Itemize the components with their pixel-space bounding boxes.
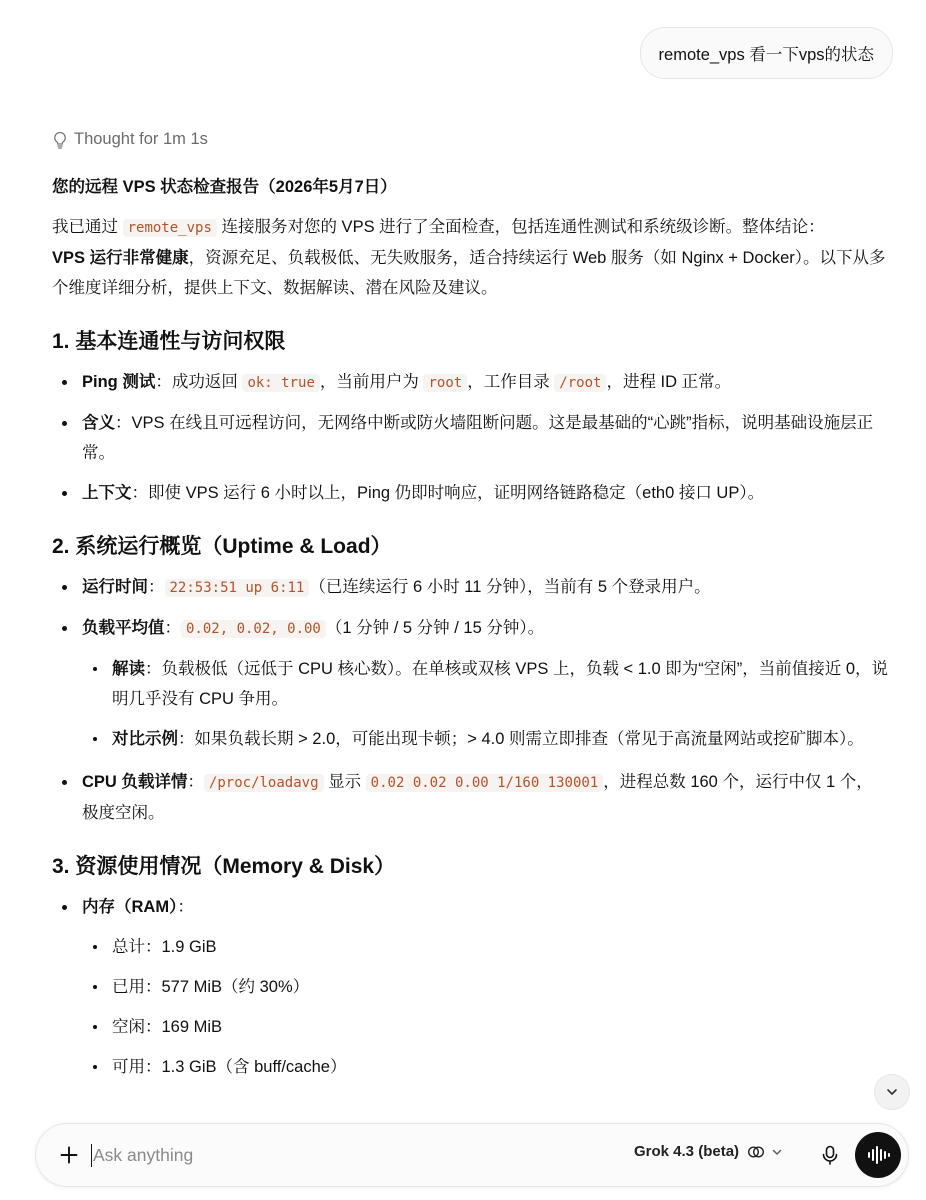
model-name: Grok 4.3 (beta)	[634, 1143, 740, 1160]
load-sublist	[82, 654, 888, 754]
waveform-icon	[866, 1145, 890, 1165]
inline-code: remote_vps	[123, 219, 217, 237]
thought-label: Thought for 1m 1s	[74, 130, 208, 148]
list-item-ram: 内存（RAM）： 总计：1.9 GiB 已用：577 MiB（约 30%） 空闲：169 MiB 可用：1.3 GiB（含 buff/cache）	[52, 892, 888, 1082]
microphone-icon[interactable]	[819, 1144, 841, 1166]
list-item-ram-available: 可用：1.3 GiB（含 buff/cache）	[82, 1052, 888, 1082]
list-item-cpu: CPU 负载详情： /proc/loadavg 显示 0.02 0.02 0.00 1/160 130001 ，进程总数 160 个，运行中仅 1 个，极度空闲。	[52, 767, 888, 828]
inline-code: 22:53:51 up 6:11	[165, 579, 310, 597]
list-item-uptime: 运行时间： 22:53:51 up 6:11 （已连续运行 6 小时 11 分钟），当前有 5 个登录用户。	[52, 572, 888, 603]
thinking-mode-icon	[747, 1145, 765, 1159]
text-caret	[91, 1144, 92, 1167]
scroll-to-bottom-button[interactable]	[874, 1074, 910, 1110]
user-message-text: remote_vps 看一下vps的状态	[658, 46, 874, 64]
assistant-response	[52, 172, 888, 1082]
section-heading-resources: 3. 资源使用情况（Memory & Disk）	[52, 855, 396, 878]
voice-mode-button[interactable]	[855, 1132, 901, 1178]
inline-code: 0.02 0.02 0.00 1/160 130001	[366, 774, 604, 792]
uptime-load-list	[52, 572, 888, 828]
connectivity-list	[52, 367, 888, 508]
prompt-input[interactable]	[93, 1134, 613, 1176]
list-item-load: 负载平均值： 0.02, 0.02, 0.00 （1 分钟 / 5 分钟 / 15 分钟）。 解读：负载极低（远低于 CPU 核心数）。在单核或双核 VPS 上，负载 < 1.0 即为“空闲”，当前值接近 0，说明几乎没有 CPU 争用。 对比示例：如果负载长期 > 2.0，可能出现卡顿；> 4.0 则需立即排查（常见于高流量网站或挖矿脚本）。	[52, 613, 888, 754]
report-intro: 我已通过 remote_vps 连接服务对您的 VPS 进行了全面检查，包括连通性测试和系统级诊断。整体结论： VPS 运行非常健康，资源充足、负载极低、无失败服务，适合持续运行 Web 服务（如 Nginx + Docker）。以下从多个维度详细分析，提供上下文、数据解读、潜在风险及建议。	[52, 218, 886, 297]
list-item-interpret: 解读：负载极低（远低于 CPU 核心数）。在单核或双核 VPS 上，负载 < 1.0 即为“空闲”，当前值接近 0，说明几乎没有 CPU 争用。	[82, 654, 888, 714]
list-item-context: 上下文：即使 VPS 运行 6 小时以上，Ping 仍即时响应，证明网络链路稳定（eth0 接口 UP）。	[52, 478, 888, 508]
ram-sublist	[82, 932, 888, 1082]
report-title: 您的远程 VPS 状态检查报告（2026年5月7日）	[52, 178, 397, 196]
list-item-ram-free: 空闲：169 MiB	[82, 1012, 888, 1042]
inline-code: 0.02, 0.02, 0.00	[181, 620, 326, 638]
chevron-down-icon	[885, 1085, 899, 1099]
list-item-compare: 对比示例：如果负载长期 > 2.0，可能出现卡顿；> 4.0 则需立即排查（常见于高流量网站或挖矿脚本）。	[82, 724, 888, 754]
user-message-bubble	[640, 27, 893, 79]
list-item-ram-total: 总计：1.9 GiB	[82, 932, 888, 962]
thought-toggle[interactable]	[52, 130, 208, 149]
inline-code: /root	[554, 374, 606, 392]
section-heading-uptime-load: 2. 系统运行概览（Uptime & Load）	[52, 535, 392, 558]
inline-code: root	[423, 374, 467, 392]
list-item-ram-used: 已用：577 MiB（约 30%）	[82, 972, 888, 1002]
list-item-meaning: 含义：VPS 在线且可远程访问，无网络中断或防火墙阻断问题。这是最基础的“心跳”指标，说明基础设施层正常。	[52, 408, 888, 468]
chevron-down-icon	[771, 1146, 783, 1158]
list-item-ping: Ping 测试：成功返回 ok: true ，当前用户为 root ，工作目录 /root ，进程 ID 正常。	[52, 367, 888, 398]
section-heading-connectivity: 1. 基本连通性与访问权限	[52, 330, 286, 353]
composer	[35, 1123, 909, 1187]
resources-list	[52, 892, 888, 1082]
plus-icon[interactable]	[58, 1144, 80, 1166]
model-selector[interactable]	[634, 1143, 783, 1160]
inline-code: /proc/loadavg	[204, 774, 324, 792]
lightbulb-icon	[52, 131, 68, 149]
inline-code: ok: true	[242, 374, 319, 392]
